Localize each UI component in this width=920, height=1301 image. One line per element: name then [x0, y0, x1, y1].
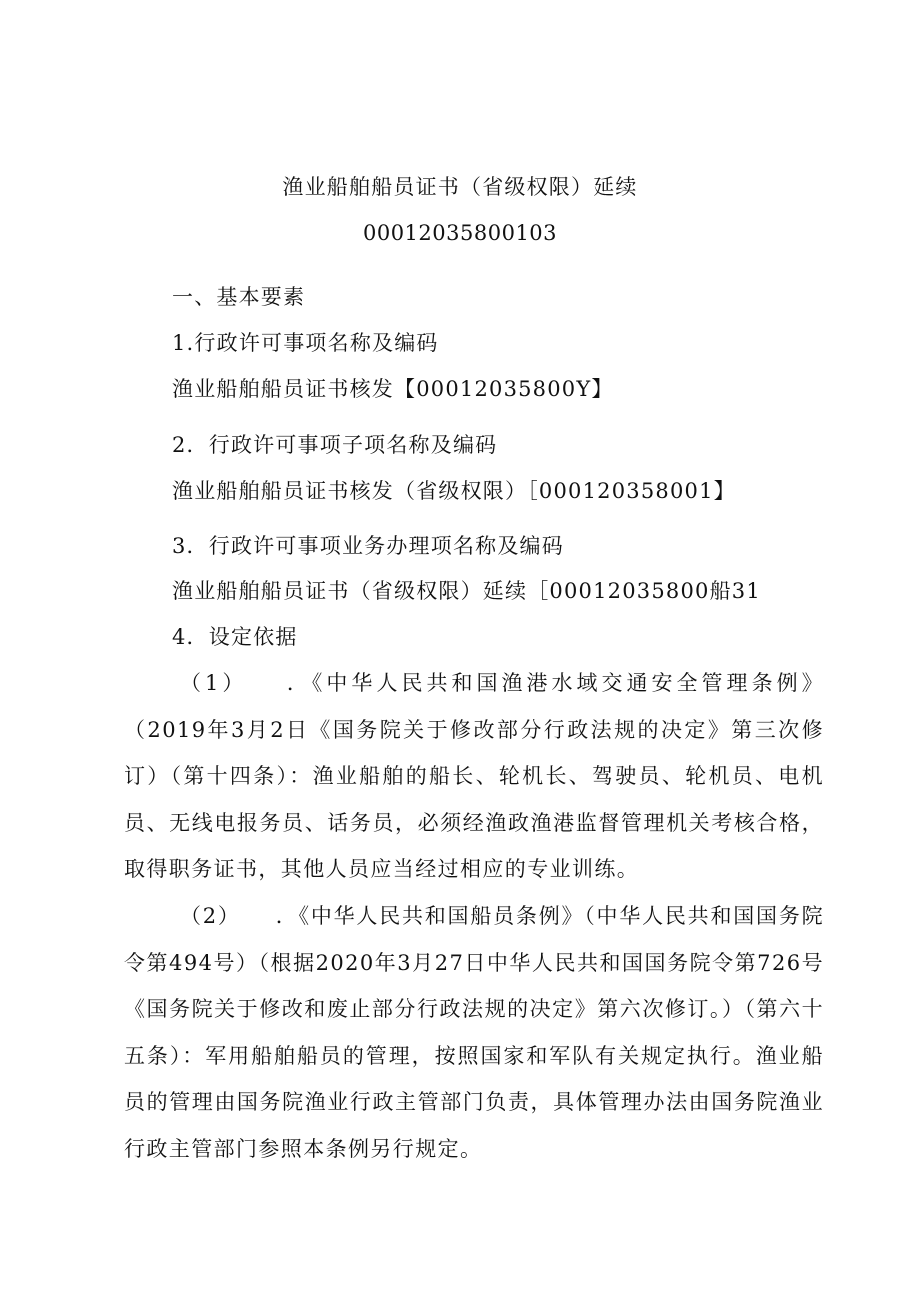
item3-value: 渔业船舶船员证书（省级权限）延续［00012035800船31: [172, 579, 761, 603]
item4-heading: 4．设定依据: [172, 625, 298, 649]
document-title: 渔业船舶船员证书（省级权限）延续: [282, 175, 638, 199]
item1-value: 渔业船舶船员证书核发【00012035800Y】: [172, 377, 614, 401]
section-heading: 一、基本要素: [172, 285, 306, 309]
basis-paragraph-2: （2） ．《中华人民共和国船员条例》（中华人民共和国国务院令第494号）（根据2020年3月27日中华人民共和国国务院令第726号《国务院关于修改和废止部分行政法规的决定》第六次修订。）（第六十五条）：军用船舶船员的管理，按照国家和军队有关规定执行。渔业船员的管理由国务院渔业行政主管部门负责，具体管理办法由国务院渔业行政主管部门参照本条例另行规定。: [124, 904, 824, 1161]
item3-heading: 3．行政许可事项业务办理项名称及编码: [172, 534, 564, 558]
item1-heading: 1.行政许可事项名称及编码: [172, 331, 439, 355]
basis-paragraph-1: （1） ．《中华人民共和国渔港水域交通安全管理条例》（2019年3月2日《国务院关于修改部分行政法规的决定》第三次修订）（第十四条）：渔业船舶的船长、轮机长、驾驶员、轮机员、电机员、无线电报务员、话务员，必须经渔政渔港监督管理机关考核合格，取得职务证书，其他人员应当经过相应的专业训练。: [124, 671, 824, 881]
document-code: 00012035800103: [362, 221, 558, 245]
item2-value: 渔业船舶船员证书核发（省级权限）［000120358001】: [172, 479, 736, 503]
item2-heading: 2．行政许可事项子项名称及编码: [172, 433, 498, 457]
